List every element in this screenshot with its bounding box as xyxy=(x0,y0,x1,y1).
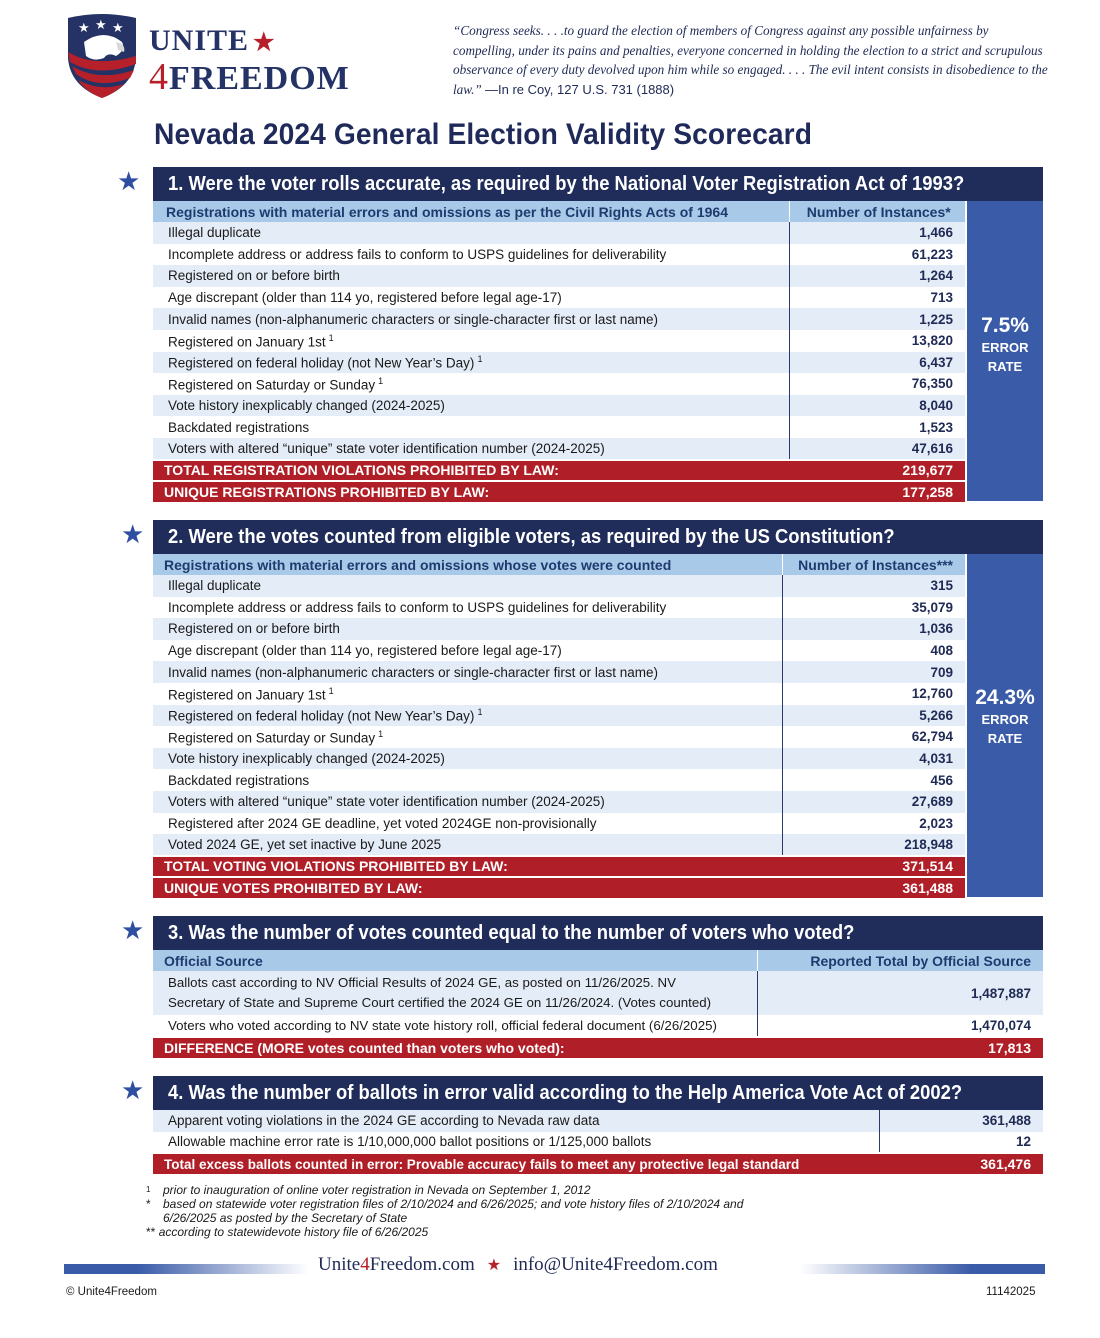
section-2-table xyxy=(153,554,965,898)
row-label: Registered on or before birth xyxy=(153,265,789,287)
footnote-ref: 1 xyxy=(477,354,483,365)
table-row xyxy=(153,222,965,244)
footnote-ref: 1 xyxy=(378,375,384,386)
section-4-star-icon: ★ xyxy=(121,1075,145,1105)
table-row xyxy=(153,1015,1043,1037)
row-value: 12,760 xyxy=(783,683,965,705)
table-header-row xyxy=(153,950,1043,971)
row-label: Voters who voted according to NV state vote history roll, official federal document (6/26/2025) xyxy=(153,1015,757,1037)
table-row xyxy=(153,618,965,640)
row-value: 5,266 xyxy=(783,705,965,727)
brand-line1: UNITE xyxy=(149,24,250,57)
table-row xyxy=(153,308,965,330)
table-row xyxy=(153,971,1043,1015)
table-row xyxy=(153,661,965,683)
footnote: 1 prior to inauguration of online voter registration in Nevada on September 1, 2012 xyxy=(146,1183,591,1197)
total-label: TOTAL REGISTRATION VIOLATIONS PROHIBITED BY LAW: xyxy=(153,460,789,481)
table-row xyxy=(153,834,965,856)
total-row xyxy=(153,460,965,481)
unite4freedom-logo xyxy=(64,12,404,102)
row-value: 61,223 xyxy=(789,244,965,266)
row-label: Age discrepant (older than 114 yo, registered before legal age-17) xyxy=(153,287,789,309)
row-value: 709 xyxy=(783,661,965,683)
document-id: 11142025 xyxy=(986,1286,1036,1298)
row-value: 35,079 xyxy=(783,597,965,619)
table-row xyxy=(153,705,965,727)
row-label: Registered on federal holiday (not New Year’s Day) $^1$ xyxy=(153,352,789,374)
total-row xyxy=(153,877,965,898)
table-row xyxy=(153,640,965,662)
column-header-label: Official Source xyxy=(153,950,757,971)
section-3-table xyxy=(153,950,1043,1058)
row-label: Registered after 2024 GE deadline, yet voted 2024GE non-provisionally xyxy=(153,813,783,835)
total-label: DIFFERENCE (MORE votes counted than voters who voted): xyxy=(153,1037,757,1058)
table-row xyxy=(153,373,965,395)
section-4-table xyxy=(153,1110,1043,1174)
table-row xyxy=(153,1132,1043,1154)
section-1-question: 1. Were the voter rolls accurate, as required by the National Voter Registration Act of 1993? xyxy=(153,167,1043,201)
section-4-question: 4. Was the number of ballots in error valid according to the Help America Vote Act of 2002? xyxy=(153,1076,1043,1110)
row-value: 713 xyxy=(789,287,965,309)
table-row xyxy=(153,265,965,287)
row-value: 1,523 xyxy=(789,416,965,438)
footnote: 6/26/2025 as posted by the Secretary of State xyxy=(163,1211,408,1225)
row-value: 4,031 xyxy=(783,748,965,770)
footer-divider-right xyxy=(800,1264,1045,1274)
row-label: Backdated registrations xyxy=(153,769,783,791)
row-value: 13,820 xyxy=(789,330,965,352)
table-row xyxy=(153,683,965,705)
table-row xyxy=(153,575,965,597)
row-value: 1,225 xyxy=(789,308,965,330)
footnote-ref: 1 xyxy=(477,707,483,718)
row-value: 315 xyxy=(783,575,965,597)
row-label: Backdated registrations xyxy=(153,416,789,438)
row-label: Registered on federal holiday (not New Year’s Day) $^1$ xyxy=(153,705,783,727)
section-2-star-icon: ★ xyxy=(121,519,145,549)
footnote-ref: 1 xyxy=(378,728,384,739)
row-label: Registered on Saturday or Sunday $^1$ xyxy=(153,726,783,748)
total-value: 371,514 xyxy=(783,856,965,877)
row-label: Incomplete address or address fails to conform to USPS guidelines for deliverability xyxy=(153,244,789,266)
table-row xyxy=(153,748,965,770)
error-rate-label: ERROR xyxy=(981,340,1029,355)
brand-line2: FREEDOM xyxy=(169,60,350,97)
brand-four: 4 xyxy=(149,56,169,98)
table-row xyxy=(153,726,965,748)
row-label: Allowable machine error rate is 1/10,000,000 ballot positions or 1/125,000 ballots xyxy=(153,1132,879,1154)
footnote: ** according to statewidevote history file of 6/26/2025 xyxy=(146,1225,429,1239)
column-header-label: Registrations with material errors and omissions whose votes were counted xyxy=(153,554,783,575)
row-label: Registered on or before birth xyxy=(153,618,783,640)
page-title: Nevada 2024 General Election Validity Scorecard xyxy=(154,118,813,151)
difference-total-row xyxy=(153,1037,1043,1058)
row-label: Voted 2024 GE, yet set inactive by June 2025 xyxy=(153,834,783,856)
table-header-row xyxy=(153,554,965,575)
table-row xyxy=(153,769,965,791)
row-label: Invalid names (non-alphanumeric characters or single-character first or last name) xyxy=(153,308,789,330)
row-label: Illegal duplicate xyxy=(153,222,789,244)
total-value: 219,677 xyxy=(789,460,965,481)
row-value: 47,616 xyxy=(789,438,965,460)
error-rate-label: RATE xyxy=(987,359,1023,374)
row-label: Voters with altered “unique” state voter identification number (2024-2025) xyxy=(153,438,789,460)
total-label: UNIQUE VOTES PROHIBITED BY LAW: xyxy=(153,877,783,898)
column-header-label: Registrations with material errors and omissions as per the Civil Rights Acts of 1964 xyxy=(153,201,789,222)
eagle-shield-icon xyxy=(64,12,140,100)
table-row xyxy=(153,438,965,460)
footnote-ref: 1 xyxy=(328,332,334,343)
table-row xyxy=(153,597,965,619)
row-label: Voters with altered “unique” state voter identification number (2024-2025) xyxy=(153,791,783,813)
total-label: Total excess ballots counted in error: Provable accuracy fails to meet any protective legal standard xyxy=(153,1153,879,1174)
row-label: Ballots cast according to NV Official Results of 2024 GE, as posted on 11/26/2025. NV Secretary of State and Supreme Court certified the 2024 GE on 11/26/2024. (Votes counted) xyxy=(153,971,757,1015)
table-header-row xyxy=(153,201,965,222)
table-row xyxy=(153,1110,1043,1132)
column-header-value: Number of Instances*** xyxy=(783,554,965,575)
row-value: 1,264 xyxy=(789,265,965,287)
section-2-error-rate xyxy=(967,554,1043,897)
section-3-question: 3. Was the number of votes counted equal to the number of voters who voted? xyxy=(153,916,1043,950)
row-value: 1,470,074 xyxy=(757,1015,1043,1037)
row-value: 12 xyxy=(879,1132,1043,1154)
table-row xyxy=(153,330,965,352)
star-icon: ★ xyxy=(253,30,276,56)
row-value: 1,466 xyxy=(789,222,965,244)
row-value: 218,948 xyxy=(783,834,965,856)
row-value: 361,488 xyxy=(879,1110,1043,1132)
total-row xyxy=(153,856,965,877)
section-3-star-icon: ★ xyxy=(121,915,145,945)
row-label: Vote history inexplicably changed (2024-2025) xyxy=(153,395,789,417)
total-row xyxy=(153,481,965,502)
total-value: 17,813 xyxy=(757,1037,1043,1058)
error-rate-label: RATE xyxy=(987,731,1023,746)
row-label: Registered on January 1st $^1$ xyxy=(153,683,783,705)
row-label: Registered on January 1st $^1$ xyxy=(153,330,789,352)
row-label: Illegal duplicate xyxy=(153,575,783,597)
email-link[interactable]: info@Unite4Freedom.com xyxy=(513,1254,718,1275)
table-row xyxy=(153,416,965,438)
footer-divider-left xyxy=(64,1264,309,1274)
total-label: TOTAL VOTING VIOLATIONS PROHIBITED BY LAW: xyxy=(153,856,783,877)
error-rate-value: 24.3% xyxy=(975,686,1035,709)
footnote: * based on statewide voter registration files of 2/10/2024 and 6/26/2025; and vote history files of 2/10/2024 and xyxy=(146,1197,744,1211)
row-value: 1,487,887 xyxy=(757,971,1043,1015)
star-icon: ★ xyxy=(486,1257,502,1274)
row-value: 27,689 xyxy=(783,791,965,813)
error-rate-value: 7.5% xyxy=(981,314,1029,337)
total-label: UNIQUE REGISTRATIONS PROHIBITED BY LAW: xyxy=(153,481,789,502)
row-value: 1,036 xyxy=(783,618,965,640)
error-rate-label: ERROR xyxy=(981,712,1029,727)
row-label: Invalid names (non-alphanumeric characters or single-character first or last name) xyxy=(153,661,783,683)
section-1-table xyxy=(153,201,965,502)
copyright: © Unite4Freedom xyxy=(66,1286,157,1298)
row-value: 2,023 xyxy=(783,813,965,835)
svg-text:★: ★ xyxy=(112,20,124,35)
svg-text:★: ★ xyxy=(95,17,107,32)
row-label: Age discrepant (older than 114 yo, registered before legal age-17) xyxy=(153,640,783,662)
row-value: 6,437 xyxy=(789,352,965,374)
row-label: Registered on Saturday or Sunday $^1$ xyxy=(153,373,789,395)
section-1-error-rate xyxy=(967,201,1043,501)
total-value: 177,258 xyxy=(789,481,965,502)
total-value: 361,476 xyxy=(879,1153,1043,1174)
excess-ballots-total-row xyxy=(153,1153,1043,1174)
row-value: 76,350 xyxy=(789,373,965,395)
quote-citation: —In re Coy, 127 U.S. 731 (1888) xyxy=(485,81,675,97)
row-value: 408 xyxy=(783,640,965,662)
total-value: 361,488 xyxy=(783,877,965,898)
row-label: Incomplete address or address fails to conform to USPS guidelines for deliverability xyxy=(153,597,783,619)
table-row xyxy=(153,395,965,417)
section-1-star-icon: ★ xyxy=(117,166,141,196)
footer-contact xyxy=(318,1254,718,1276)
table-row xyxy=(153,287,965,309)
row-label: Vote history inexplicably changed (2024-2025) xyxy=(153,748,783,770)
footnote-ref: 1 xyxy=(328,685,334,696)
table-row xyxy=(153,791,965,813)
column-header-value: Number of Instances* xyxy=(789,201,965,222)
row-value: 62,794 xyxy=(783,726,965,748)
row-label: Apparent voting violations in the 2024 GE according to Nevada raw data xyxy=(153,1110,879,1132)
column-header-value: Reported Total by Official Source xyxy=(757,950,1043,971)
row-value: 456 xyxy=(783,769,965,791)
svg-text:★: ★ xyxy=(78,20,90,35)
website-link[interactable]: Unite4Freedom.com xyxy=(318,1254,475,1275)
table-row xyxy=(153,352,965,374)
footnotes xyxy=(146,1183,743,1239)
row-value: 8,040 xyxy=(789,395,965,417)
table-row xyxy=(153,244,965,266)
section-2-question: 2. Were the votes counted from eligible voters, as required by the US Constitution? xyxy=(153,520,1043,554)
legal-quote xyxy=(453,21,1053,99)
quote-text: “Congress seeks. . . .to guard the election of members of Congress against any possible unfairness by compelling, under its pains and penalties, everyone concerned in holding the election to a strict and scrupulous observance of every duty devolved upon him while so engaged. . . . The evil intent consists in disobedience to the law.” xyxy=(453,23,1048,97)
table-row xyxy=(153,813,965,835)
